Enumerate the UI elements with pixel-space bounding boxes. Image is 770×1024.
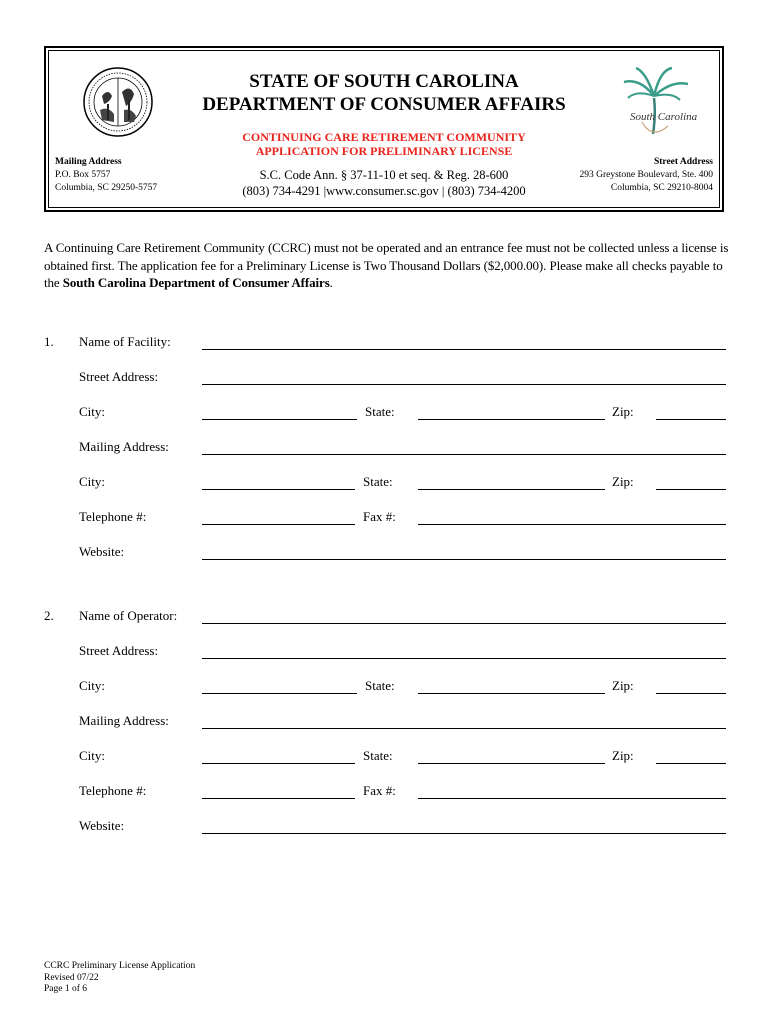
facility-state-field[interactable]: [418, 419, 605, 420]
operator-mailing-state-field[interactable]: [418, 763, 605, 764]
operator-zip-field[interactable]: [656, 693, 726, 694]
contact-line: (803) 734-4291 |www.consumer.sc.gov | (803) 734-4200: [242, 184, 526, 198]
form-subtitle-line2: APPLICATION FOR PRELIMINARY LICENSE: [255, 144, 513, 158]
facility-fax-field[interactable]: [418, 524, 726, 525]
operator-website-field[interactable]: [202, 833, 726, 834]
facility-mailing-city-field[interactable]: [202, 489, 355, 490]
mailing-address-line2: Columbia, SC 29250-5757: [55, 183, 158, 193]
intro-end: .: [329, 275, 333, 290]
section-number: 2.: [44, 608, 54, 623]
facility-name-label: Name of Facility:: [79, 334, 171, 349]
facility-fax-label: Fax #:: [363, 509, 396, 524]
operator-mailing-zip-field[interactable]: [656, 763, 726, 764]
department-title: DEPARTMENT OF CONSUMER AFFAIRS: [202, 94, 566, 115]
palmetto-logo-icon: [618, 64, 704, 144]
mailing-address-block: [55, 156, 157, 195]
operator-mailing-zip-label: Zip:: [612, 748, 634, 763]
facility-street-label: Street Address:: [79, 369, 159, 384]
operator-phone-label: Telephone #:: [79, 783, 147, 798]
operator-state-label: State:: [365, 678, 395, 693]
operator-mailing-field[interactable]: [202, 728, 726, 729]
street-address-block: [579, 156, 713, 195]
footer-page-number: Page 1 of 6: [44, 984, 88, 994]
facility-phone-label: Telephone #:: [79, 509, 147, 524]
operator-website-label: Website:: [79, 818, 125, 833]
operator-name-label: Name of Operator:: [79, 608, 178, 623]
operator-mailing-state-label: State:: [363, 748, 393, 763]
section-number: 1.: [44, 334, 54, 349]
street-address-line1: 293 Greystone Boulevard, Ste. 400: [579, 170, 713, 180]
facility-mailing-field[interactable]: [202, 454, 726, 455]
facility-website-label: Website:: [79, 544, 125, 559]
operator-city-label: City:: [79, 678, 106, 693]
street-address-label: Street Address: [653, 157, 713, 167]
operator-phone-field[interactable]: [202, 798, 355, 799]
facility-name-field[interactable]: [202, 349, 726, 350]
facility-website-field[interactable]: [202, 559, 726, 560]
operator-state-field[interactable]: [418, 693, 605, 694]
facility-city-field[interactable]: [202, 419, 357, 420]
facility-mailing-zip-label: Zip:: [612, 474, 634, 489]
operator-mailing-city-label: City:: [79, 748, 106, 763]
operator-mailing-label: Mailing Address:: [79, 713, 169, 728]
facility-zip-label: Zip:: [612, 404, 634, 419]
facility-phone-field[interactable]: [202, 524, 355, 525]
state-seal-icon: [82, 66, 154, 138]
facility-mailing-city-label: City:: [79, 474, 106, 489]
operator-fax-label: Fax #:: [363, 783, 396, 798]
facility-state-label: State:: [365, 404, 395, 419]
state-title: STATE OF SOUTH CAROLINA: [249, 71, 519, 92]
intro-payee: South Carolina Department of Consumer Affairs: [62, 275, 330, 290]
mailing-address-label: Mailing Address: [55, 157, 122, 167]
street-address-line2: Columbia, SC 29210-8004: [610, 183, 713, 193]
facility-mailing-state-field[interactable]: [418, 489, 605, 490]
page-footer: [44, 961, 195, 996]
facility-street-field[interactable]: [202, 384, 726, 385]
code-citation: S.C. Code Ann. § 37-11-10 et seq. & Reg. 28-600: [259, 168, 509, 182]
operator-name-field[interactable]: [202, 623, 726, 624]
form-subtitle-line1: CONTINUING CARE RETIREMENT COMMUNITY: [242, 130, 526, 144]
intro-paragraph: [44, 239, 732, 292]
operator-street-label: Street Address:: [79, 643, 159, 658]
facility-zip-field[interactable]: [656, 419, 726, 420]
facility-mailing-zip-field[interactable]: [656, 489, 726, 490]
operator-mailing-city-field[interactable]: [202, 763, 355, 764]
footer-revision: Revised 07/22: [44, 972, 99, 983]
letterhead: [44, 46, 724, 212]
mailing-address-line1: P.O. Box 5757: [55, 170, 111, 180]
facility-city-label: City:: [79, 404, 106, 419]
operator-fax-field[interactable]: [418, 798, 726, 799]
intro-text: A Continuing Care Retirement Community (CCRC) must not be operated and an entrance fee must not be collected unless a license is obtained first. The application fee for a Preliminary License is Two Thousand Dollars ($2,000.00). Please make all checks payable to the: [44, 240, 729, 290]
logo-lettering: South Carolina: [630, 111, 698, 123]
operator-city-field[interactable]: [202, 693, 357, 694]
operator-street-field[interactable]: [202, 658, 726, 659]
facility-mailing-label: Mailing Address:: [79, 439, 169, 454]
facility-mailing-state-label: State:: [363, 474, 393, 489]
footer-form-name: CCRC Preliminary License Application: [44, 961, 196, 971]
operator-zip-label: Zip:: [612, 678, 634, 693]
